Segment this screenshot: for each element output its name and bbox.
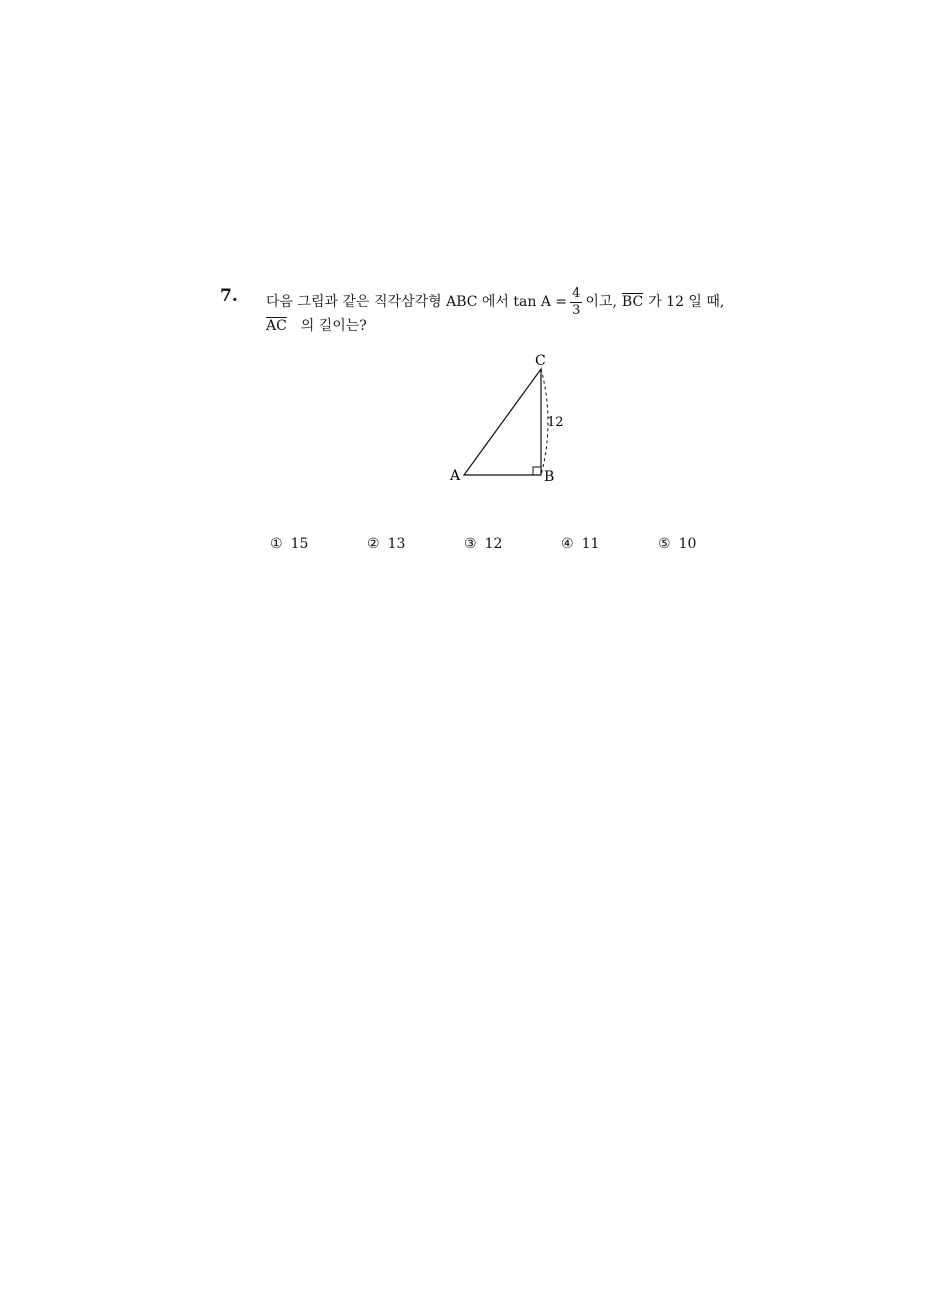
choice-2[interactable] xyxy=(367,536,405,552)
tan-fraction xyxy=(570,287,582,317)
choice-value: 13 xyxy=(387,536,406,552)
choice-marker: ① xyxy=(270,536,283,552)
vertex-label-b: B xyxy=(544,469,555,485)
question-text-part2: 이고, xyxy=(585,294,617,310)
choice-value: 15 xyxy=(290,536,309,552)
vertex-label-a: A xyxy=(450,468,461,484)
question-text-part4: 의 길이는? xyxy=(300,318,367,334)
vertex-label-c: C xyxy=(535,353,546,369)
question-text-part3: 가 12 일 때, xyxy=(648,294,725,310)
segment-ac: $\overline{AC}$ xyxy=(266,318,287,334)
choice-marker: ② xyxy=(367,536,380,552)
right-angle-mark xyxy=(533,467,541,475)
choice-marker: ④ xyxy=(561,536,574,552)
choice-marker: ⑤ xyxy=(658,536,671,552)
question-line-1 xyxy=(266,287,724,317)
choice-5[interactable] xyxy=(658,536,696,552)
question-line-2 xyxy=(266,319,367,333)
question-text-part1: 다음 그림과 같은 직각삼각형 ABC 에서 tan A = xyxy=(266,294,568,310)
choice-value: 10 xyxy=(678,536,697,552)
choice-value: 12 xyxy=(484,536,503,552)
choice-1[interactable] xyxy=(270,536,308,552)
triangle-abc xyxy=(464,369,541,475)
choice-3[interactable] xyxy=(464,536,502,552)
right-triangle-figure xyxy=(440,350,580,490)
fraction-numerator: 4 xyxy=(572,285,581,301)
choice-4[interactable] xyxy=(561,536,599,552)
segment-bc: $\overline{BC}$ xyxy=(621,294,644,310)
fraction-denominator: 3 xyxy=(572,302,581,318)
question-number: 7. xyxy=(220,286,238,306)
side-length-label: 12 xyxy=(547,415,564,430)
choice-marker: ③ xyxy=(464,536,477,552)
choice-value: 11 xyxy=(581,536,600,552)
